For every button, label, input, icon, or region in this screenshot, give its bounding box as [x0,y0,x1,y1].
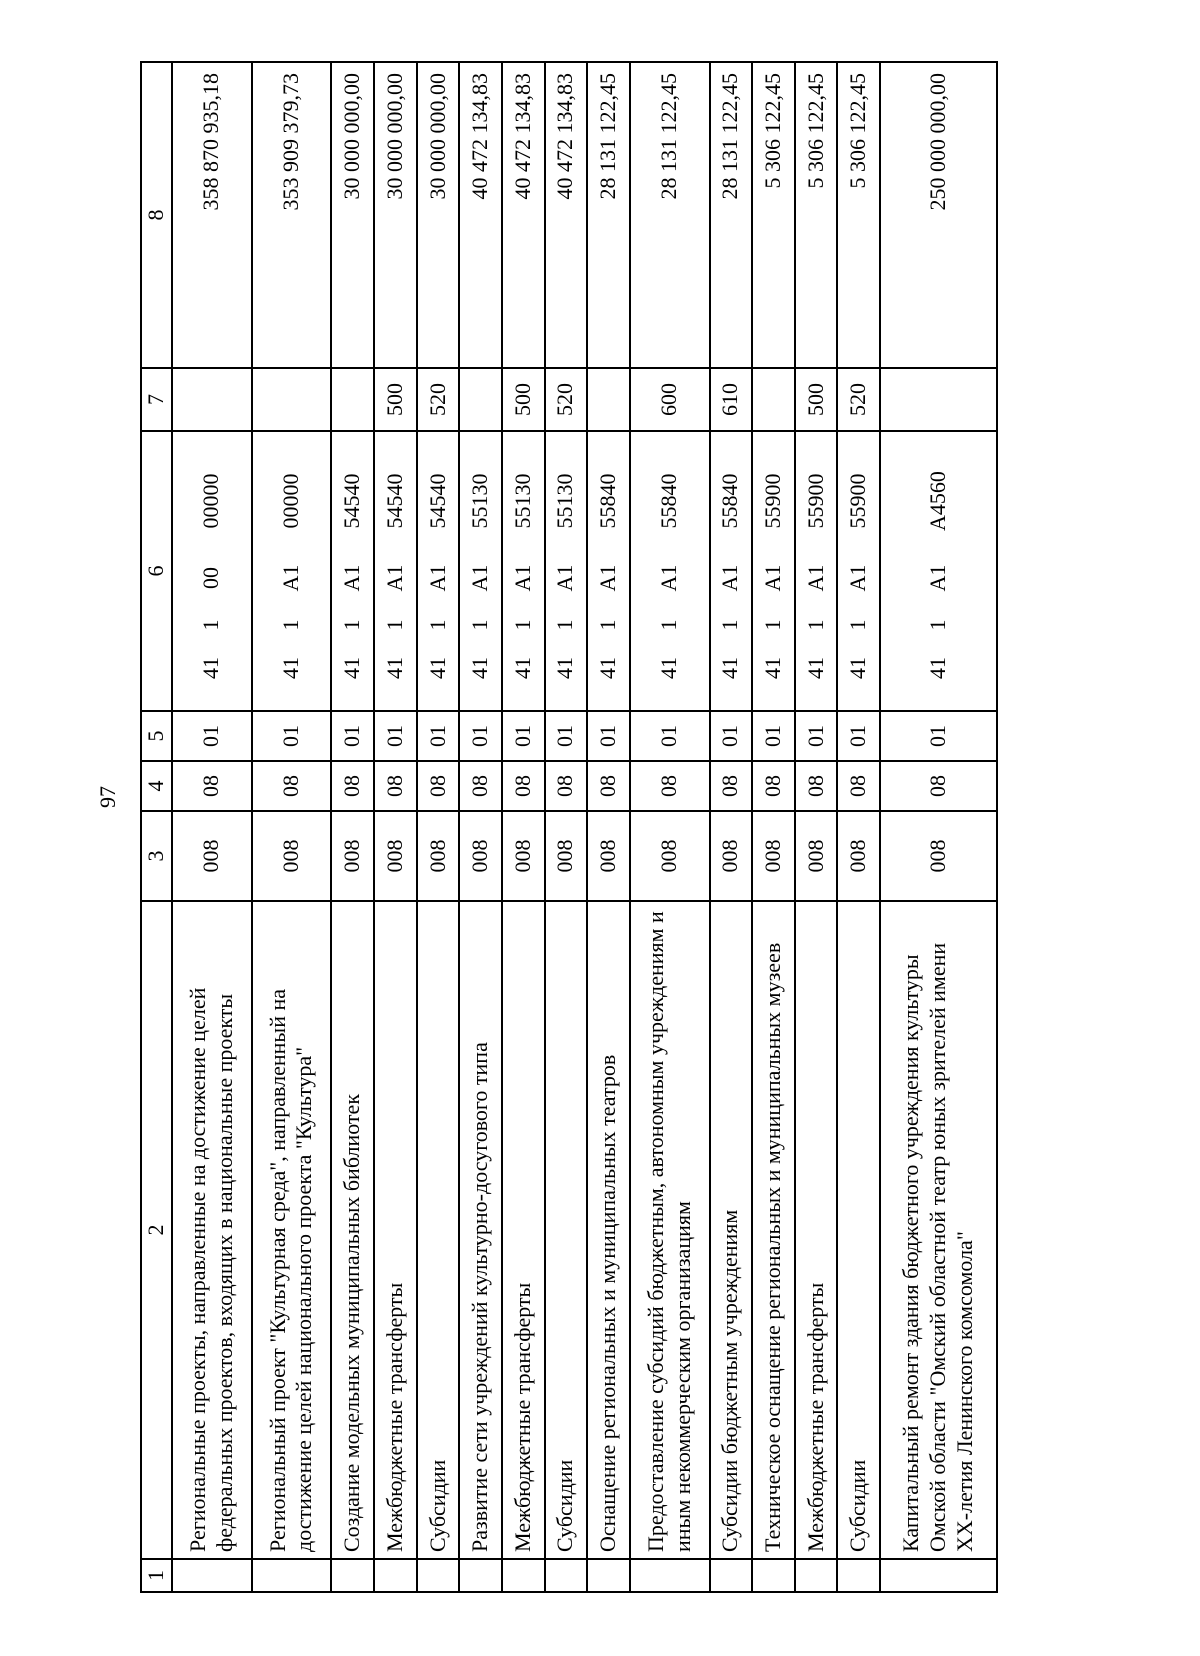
amount-cell: 30 000 000,00 [417,62,460,368]
target-article-code-part: 54540 [339,473,365,529]
table-row [587,62,630,1592]
section-code-cell: 08 [417,761,460,811]
expense-type-code-cell: 500 [502,368,545,431]
grbs-code-cell: 008 [545,811,588,901]
section-code-cell: 08 [252,761,332,811]
target-article-code-part: 41 [760,657,786,679]
target-article-code-part: 41 [467,657,493,679]
table-row [837,62,880,1592]
section-code-cell: 08 [752,761,795,811]
target-article-code-part: А1 [552,564,578,592]
target-article-code-part: 55900 [802,473,828,529]
row-number-cell [752,1559,795,1592]
target-article-code-part: 55840 [717,473,743,529]
target-article-code-part: 1 [595,619,621,631]
section-code-cell: 08 [374,761,417,811]
target-article-code-part: 1 [198,619,224,631]
target-article-code-part: А1 [467,564,493,592]
target-article-code-part: 55900 [760,473,786,529]
section-code-cell: 08 [545,761,588,811]
row-name-cell: Субсидии [545,901,588,1559]
row-number-cell [172,1559,252,1592]
row-number-cell [795,1559,838,1592]
row-name-cell: Оснащение региональных и муниципальных театров [587,901,630,1559]
target-article-code-cell [752,431,795,711]
amount-cell: 28 131 122,45 [630,62,710,368]
target-article-code-part: А1 [278,564,304,592]
target-article-code-cell [710,431,753,711]
row-number-cell [837,1559,880,1592]
header-cell: 8 [141,62,172,368]
row-name-cell: Создание модельных муниципальных библиотек [331,901,374,1559]
page-number: 97 [95,786,120,808]
grbs-code-cell: 008 [172,811,252,901]
table-row [752,62,795,1592]
target-article-code-part: А1 [509,564,535,592]
target-article-code-cell [587,431,630,711]
expense-type-code-cell [172,368,252,431]
target-article-code-part: А1 [925,564,951,592]
grbs-code-cell: 008 [252,811,332,901]
subsection-code-cell: 01 [252,711,332,761]
header-cell: 3 [141,811,172,901]
row-name-cell: Капитальный ремонт здания бюджетного учреждения культуры Омской области "Омский областной театр юных зрителей имени XX-летия Ленинского комсомола" [880,901,997,1559]
amount-cell: 5 306 122,45 [837,62,880,368]
expense-type-code-cell [587,368,630,431]
grbs-code-cell: 008 [880,811,997,901]
target-article-code-part: 00 [198,567,224,589]
target-article-code-part: А1 [595,564,621,592]
target-article-code-part: А1 [845,564,871,592]
header-cell: 7 [141,368,172,431]
table-row [459,62,502,1592]
target-article-code-cell [795,431,838,711]
target-article-code-part: 1 [802,619,828,631]
target-article-code-part: 41 [509,657,535,679]
row-number-cell [252,1559,332,1592]
header-row [141,62,172,1592]
expense-type-code-cell [752,368,795,431]
header-cell: 5 [141,711,172,761]
target-article-code-cell [502,431,545,711]
amount-cell: 28 131 122,45 [710,62,753,368]
expense-type-code-cell [880,368,997,431]
row-number-cell [417,1559,460,1592]
section-code-cell: 08 [331,761,374,811]
target-article-code-part: 1 [925,619,951,631]
subsection-code-cell: 01 [587,711,630,761]
target-article-code-part: 1 [845,619,871,631]
row-name-cell: Субсидии бюджетным учреждениям [710,901,753,1559]
subsection-code-cell: 01 [374,711,417,761]
row-name-cell: Межбюджетные трансферты [502,901,545,1559]
target-article-code-part: 54540 [424,473,450,529]
subsection-code-cell: 01 [795,711,838,761]
grbs-code-cell: 008 [459,811,502,901]
row-number-cell [880,1559,997,1592]
grbs-code-cell: 008 [331,811,374,901]
target-article-code-part: А1 [656,564,682,592]
grbs-code-cell: 008 [587,811,630,901]
row-name-cell: Региональный проект "Культурная среда", направленный на достижение целей национального проекта "Культура" [252,901,332,1559]
target-article-code-part: А1 [802,564,828,592]
target-article-code-part: 00000 [198,473,224,529]
target-article-code-part: 55900 [845,473,871,529]
amount-cell: 250 000 000,00 [880,62,997,368]
target-article-code-part: А1 [381,564,407,592]
amount-cell: 358 870 935,18 [172,62,252,368]
amount-cell: 353 909 379,73 [252,62,332,368]
amount-cell: 30 000 000,00 [331,62,374,368]
target-article-code-part: 41 [656,657,682,679]
target-article-code-part: 41 [424,657,450,679]
target-article-code-part: 1 [717,619,743,631]
target-article-code-part: 41 [278,657,304,679]
target-article-code-part: А1 [339,564,365,592]
table-row [417,62,460,1592]
grbs-code-cell: 008 [630,811,710,901]
target-article-code-part: 1 [552,619,578,631]
expense-type-code-cell: 520 [837,368,880,431]
subsection-code-cell: 01 [710,711,753,761]
table-row [374,62,417,1592]
subsection-code-cell: 01 [630,711,710,761]
target-article-code-part: 55130 [509,473,535,529]
target-article-code-cell [880,431,997,711]
row-number-cell [545,1559,588,1592]
row-name-cell: Развитие сети учреждений культурно-досугового типа [459,901,502,1559]
target-article-code-part: 41 [339,657,365,679]
section-code-cell: 08 [880,761,997,811]
row-name-cell: Субсидии [837,901,880,1559]
target-article-code-part: 1 [424,619,450,631]
row-name-cell: Субсидии [417,901,460,1559]
table-row [880,62,997,1592]
expense-type-code-cell: 520 [545,368,588,431]
amount-cell: 40 472 134,83 [502,62,545,368]
row-number-cell [459,1559,502,1592]
target-article-code-part: А4560 [925,471,951,531]
row-name-cell: Межбюджетные трансферты [374,901,417,1559]
expense-type-code-cell: 610 [710,368,753,431]
section-code-cell: 08 [630,761,710,811]
target-article-code-part: 1 [278,619,304,631]
row-name-cell: Предоставление субсидий бюджетным, автономным учреждениям и иным некоммерческим организациям [630,901,710,1559]
section-code-cell: 08 [459,761,502,811]
row-number-cell [502,1559,545,1592]
amount-cell: 40 472 134,83 [545,62,588,368]
target-article-code-part: 41 [717,657,743,679]
subsection-code-cell: 01 [417,711,460,761]
grbs-code-cell: 008 [502,811,545,901]
budget-table-rotated [140,63,998,1593]
target-article-code-cell [252,431,332,711]
section-code-cell: 08 [710,761,753,811]
grbs-code-cell: 008 [837,811,880,901]
target-article-code-part: 41 [925,657,951,679]
table-row [795,62,838,1592]
section-code-cell: 08 [795,761,838,811]
grbs-code-cell: 008 [710,811,753,901]
target-article-code-cell [837,431,880,711]
target-article-code-part: 41 [198,657,224,679]
target-article-code-part: 41 [595,657,621,679]
row-number-cell [710,1559,753,1592]
row-name-cell: Межбюджетные трансферты [795,901,838,1559]
target-article-code-cell [417,431,460,711]
target-article-code-part: А1 [424,564,450,592]
subsection-code-cell: 01 [545,711,588,761]
subsection-code-cell: 01 [752,711,795,761]
target-article-code-part: 1 [467,619,493,631]
target-article-code-part: 41 [802,657,828,679]
section-code-cell: 08 [837,761,880,811]
table-row [172,62,252,1592]
target-article-code-part: 55130 [552,473,578,529]
target-article-code-cell [172,431,252,711]
row-number-cell [331,1559,374,1592]
table-row [710,62,753,1592]
expense-type-code-cell: 500 [795,368,838,431]
target-article-code-part: 1 [656,619,682,631]
target-article-code-part: 1 [509,619,535,631]
target-article-code-part: 00000 [278,473,304,529]
subsection-code-cell: 01 [459,711,502,761]
table-row [502,62,545,1592]
subsection-code-cell: 01 [880,711,997,761]
section-code-cell: 08 [172,761,252,811]
target-article-code-part: 41 [381,657,407,679]
target-article-code-part: А1 [717,564,743,592]
target-article-code-part: 55840 [595,473,621,529]
expense-type-code-cell [459,368,502,431]
row-number-cell [587,1559,630,1592]
amount-cell: 5 306 122,45 [752,62,795,368]
expense-type-code-cell: 520 [417,368,460,431]
grbs-code-cell: 008 [795,811,838,901]
target-article-code-cell [374,431,417,711]
section-code-cell: 08 [502,761,545,811]
header-cell: 4 [141,761,172,811]
table-row [545,62,588,1592]
budget-table [140,61,998,1593]
row-name-cell: Техническое оснащение региональных и муниципальных музеев [752,901,795,1559]
amount-cell: 30 000 000,00 [374,62,417,368]
header-cell: 2 [141,901,172,1559]
grbs-code-cell: 008 [752,811,795,901]
expense-type-code-cell [331,368,374,431]
section-code-cell: 08 [587,761,630,811]
expense-type-code-cell: 500 [374,368,417,431]
target-article-code-part: 1 [339,619,365,631]
header-cell: 1 [141,1559,172,1592]
expense-type-code-cell [252,368,332,431]
target-article-code-part: 55130 [467,473,493,529]
row-name-cell: Региональные проекты, направленные на достижение целей федеральных проектов, входящих в национальные проекты [172,901,252,1559]
subsection-code-cell: 01 [172,711,252,761]
table-row [630,62,710,1592]
subsection-code-cell: 01 [837,711,880,761]
header-cell: 6 [141,431,172,711]
expense-type-code-cell: 600 [630,368,710,431]
grbs-code-cell: 008 [374,811,417,901]
target-article-code-cell [545,431,588,711]
target-article-code-cell [630,431,710,711]
amount-cell: 5 306 122,45 [795,62,838,368]
target-article-code-part: 55840 [656,473,682,529]
table-row [252,62,332,1592]
subsection-code-cell: 01 [331,711,374,761]
row-number-cell [374,1559,417,1592]
grbs-code-cell: 008 [417,811,460,901]
target-article-code-part: 41 [552,657,578,679]
target-article-code-part: 41 [845,657,871,679]
table-row [331,62,374,1592]
target-article-code-cell [459,431,502,711]
target-article-code-cell [331,431,374,711]
target-article-code-part: 1 [381,619,407,631]
subsection-code-cell: 01 [502,711,545,761]
amount-cell: 28 131 122,45 [587,62,630,368]
amount-cell: 40 472 134,83 [459,62,502,368]
target-article-code-part: А1 [760,564,786,592]
target-article-code-part: 54540 [381,473,407,529]
target-article-code-part: 1 [760,619,786,631]
row-number-cell [630,1559,710,1592]
